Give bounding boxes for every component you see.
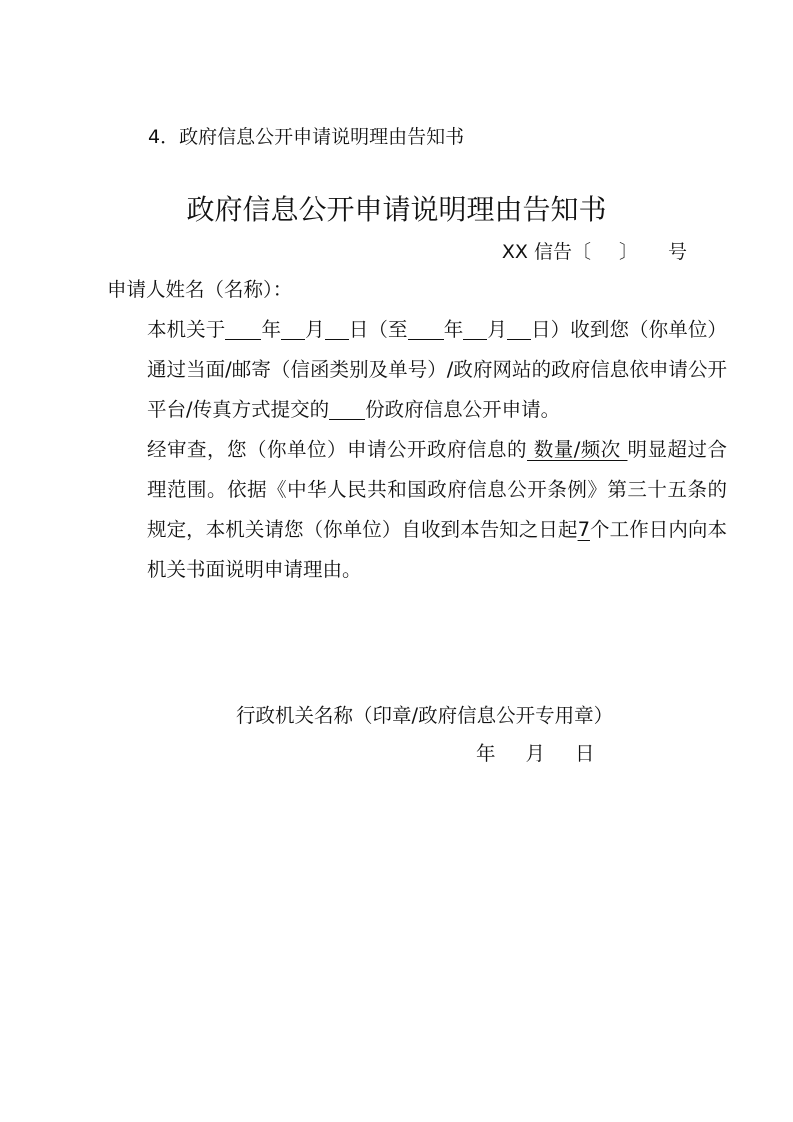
p2-underlined-reason: 数量/频次 <box>527 438 628 461</box>
p1-day2-text: 日）收到您（你单位）通过当面/邮寄（信函类别及单号）/政府网站的政府信息依申请公开平台/传真方式提交的 <box>147 318 727 421</box>
p2-days-count: 7 <box>577 518 590 541</box>
p1-day-label: 日（至 <box>348 318 408 341</box>
p1-month-label: 月 <box>305 318 325 341</box>
doc-number-bracket-close: 〕 <box>618 241 638 263</box>
p1-month2-label: 月 <box>487 318 507 341</box>
section-heading: 4．政府信息公开申请说明理由告知书 <box>148 126 465 148</box>
blank-month <box>281 319 305 340</box>
blank-year-2 <box>408 319 444 340</box>
date-day-label: 日 <box>575 742 595 765</box>
p1-year-label: 年 <box>261 318 282 341</box>
p2-text-middle: 明显超过合理范围。依据《中华人民共和国政府信息公开条例》第三十五条的规定，本机关请您（你单位）自收到本告知之日起 <box>147 438 727 541</box>
p2-text-start: 经审查，您（你单位）申请公开政府信息的 <box>147 438 528 461</box>
blank-count <box>329 399 365 420</box>
blank-month-2 <box>463 319 487 340</box>
p2-text-end: 个工作日内向本机关书面说明申请理由。 <box>147 518 727 581</box>
doc-number-suffix: 号 <box>667 241 687 263</box>
p1-text-start: 本机关于 <box>147 318 226 341</box>
document-title: 政府信息公开申请说明理由告知书 <box>186 193 607 226</box>
blank-day <box>325 319 349 340</box>
signer-line: 行政机关名称（印章/政府信息公开专用章） <box>236 704 614 727</box>
addressee-line: 申请人姓名（名称）： <box>107 278 293 301</box>
date-line <box>476 740 595 768</box>
blank-day-2 <box>507 319 531 340</box>
doc-number-prefix: XX 信告〔 <box>501 241 591 263</box>
date-month-label: 月 <box>525 742 546 765</box>
date-year-label: 年 <box>476 742 496 765</box>
blank-year <box>225 319 261 340</box>
paragraph-review <box>107 430 727 590</box>
document-number <box>502 238 687 266</box>
paragraph-receipt <box>107 310 727 430</box>
p1-year2-label: 年 <box>443 318 464 341</box>
p1-text-end: 份政府信息公开申请。 <box>365 398 561 421</box>
